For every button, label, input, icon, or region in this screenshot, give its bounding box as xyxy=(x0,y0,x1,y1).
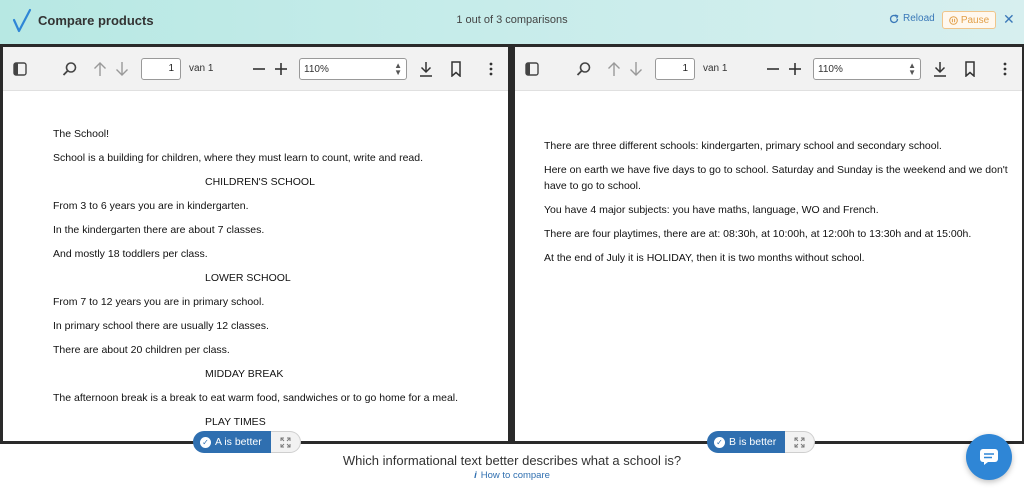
reload-button[interactable] xyxy=(889,13,935,24)
more-icon[interactable] xyxy=(995,47,1015,91)
download-icon[interactable] xyxy=(929,47,951,91)
zoom-select[interactable] xyxy=(813,58,921,80)
check-icon: ✓ xyxy=(714,437,725,448)
doc-paragraph: The afternoon break is a break to eat warm food, sandwiches or to go home for a meal. xyxy=(53,392,459,404)
doc-paragraph: In the kindergarten there are about 7 classes. xyxy=(53,224,265,236)
sidebar-toggle-icon[interactable] xyxy=(519,47,545,91)
top-bar xyxy=(0,0,1024,44)
zoom-in-icon[interactable] xyxy=(785,47,805,91)
zoom-select[interactable] xyxy=(299,58,407,80)
pause-icon xyxy=(949,16,958,25)
b-is-better-label: B is better xyxy=(729,436,777,448)
expand-icon xyxy=(280,437,291,448)
a-is-better-label: A is better xyxy=(215,436,262,448)
doc-paragraph: Here on earth we have five days to go to school. Saturday and Sunday is the weekend and we don't have to go to school. xyxy=(544,164,1008,192)
document-a-frame xyxy=(0,44,512,444)
zoom-out-icon[interactable] xyxy=(763,47,783,91)
download-icon[interactable] xyxy=(415,47,437,91)
section-heading: LOWER SCHOOL xyxy=(205,272,291,284)
how-to-compare-label: How to compare xyxy=(480,470,550,481)
search-icon[interactable] xyxy=(57,47,83,91)
b-is-better-button[interactable] xyxy=(707,431,785,453)
document-b-viewer[interactable] xyxy=(515,47,1022,441)
sidebar-toggle-icon[interactable] xyxy=(7,47,33,91)
comparison-progress: 1 out of 3 comparisons xyxy=(456,14,568,26)
section-heading: PLAY TIMES xyxy=(205,416,266,428)
reload-icon xyxy=(889,14,899,24)
page-number-input[interactable]: 1 xyxy=(655,58,695,80)
arrow-down-icon[interactable] xyxy=(111,47,133,91)
arrow-up-icon[interactable] xyxy=(89,47,111,91)
close-icon[interactable]: ✕ xyxy=(1003,11,1015,27)
choice-b xyxy=(707,431,815,453)
search-icon[interactable] xyxy=(571,47,597,91)
comparison-question: Which informational text better describes what a school is? xyxy=(342,453,682,468)
page-count: van 1 xyxy=(189,63,214,74)
expand-b-button[interactable] xyxy=(785,431,815,453)
doc-paragraph: From 3 to 6 years you are in kindergarten. xyxy=(53,200,249,212)
pause-button[interactable] xyxy=(942,11,996,29)
pdf-toolbar-b xyxy=(515,47,1022,91)
page-number-input[interactable]: 1 xyxy=(141,58,181,80)
section-heading: MIDDAY BREAK xyxy=(205,368,284,380)
zoom-value: 110% xyxy=(818,64,843,75)
page-count: van 1 xyxy=(703,63,728,74)
info-icon: i xyxy=(474,470,477,481)
more-icon[interactable] xyxy=(481,47,501,91)
pause-label: Pause xyxy=(960,14,990,26)
doc-paragraph: There are three different schools: kindergarten, primary school and secondary school. xyxy=(544,140,942,152)
section-heading: CHILDREN'S SCHOOL xyxy=(205,176,315,188)
doc-paragraph: In primary school there are usually 12 classes. xyxy=(53,320,269,332)
chevron-updown-icon: ▲ ▼ xyxy=(394,61,402,77)
expand-icon xyxy=(794,437,805,448)
doc-paragraph: The School! xyxy=(53,128,110,140)
doc-paragraph: You have 4 major subjects: you have maths, language, WO and French. xyxy=(544,204,879,216)
bookmark-icon[interactable] xyxy=(445,47,467,91)
document-a-viewer[interactable] xyxy=(3,47,508,441)
zoom-in-icon[interactable] xyxy=(271,47,291,91)
reload-label: Reload xyxy=(903,13,935,24)
document-b-content xyxy=(515,91,1022,441)
doc-paragraph: At the end of July it is HOLIDAY, then it is two months without school. xyxy=(544,252,865,264)
a-is-better-button[interactable] xyxy=(193,431,271,453)
doc-paragraph: There are about 20 children per class. xyxy=(53,344,230,356)
arrow-down-icon[interactable] xyxy=(625,47,647,91)
bookmark-icon[interactable] xyxy=(959,47,981,91)
check-icon: ✓ xyxy=(200,437,211,448)
document-b-frame xyxy=(512,44,1024,444)
expand-a-button[interactable] xyxy=(271,431,301,453)
chevron-updown-icon: ▲ ▼ xyxy=(908,61,916,77)
arrow-up-icon[interactable] xyxy=(603,47,625,91)
doc-paragraph: And mostly 18 toddlers per class. xyxy=(53,248,208,260)
doc-paragraph: From 7 to 12 years you are in primary school. xyxy=(53,296,265,308)
chat-button[interactable] xyxy=(966,434,1012,480)
zoom-value: 110% xyxy=(304,64,329,75)
chat-icon xyxy=(979,448,999,466)
how-to-compare-link[interactable] xyxy=(0,470,1024,481)
doc-paragraph: School is a building for children, where they must learn to count, write and read. xyxy=(53,152,424,164)
zoom-out-icon[interactable] xyxy=(249,47,269,91)
choice-a xyxy=(193,431,301,453)
document-a-content xyxy=(3,91,508,441)
app-title: Compare products xyxy=(38,13,154,28)
doc-paragraph: There are four playtimes, there are at: 08:30h, at 10:00h, at 12:00h to 13:30h and at 15:00h. xyxy=(544,228,972,240)
pdf-toolbar-a xyxy=(3,47,508,91)
